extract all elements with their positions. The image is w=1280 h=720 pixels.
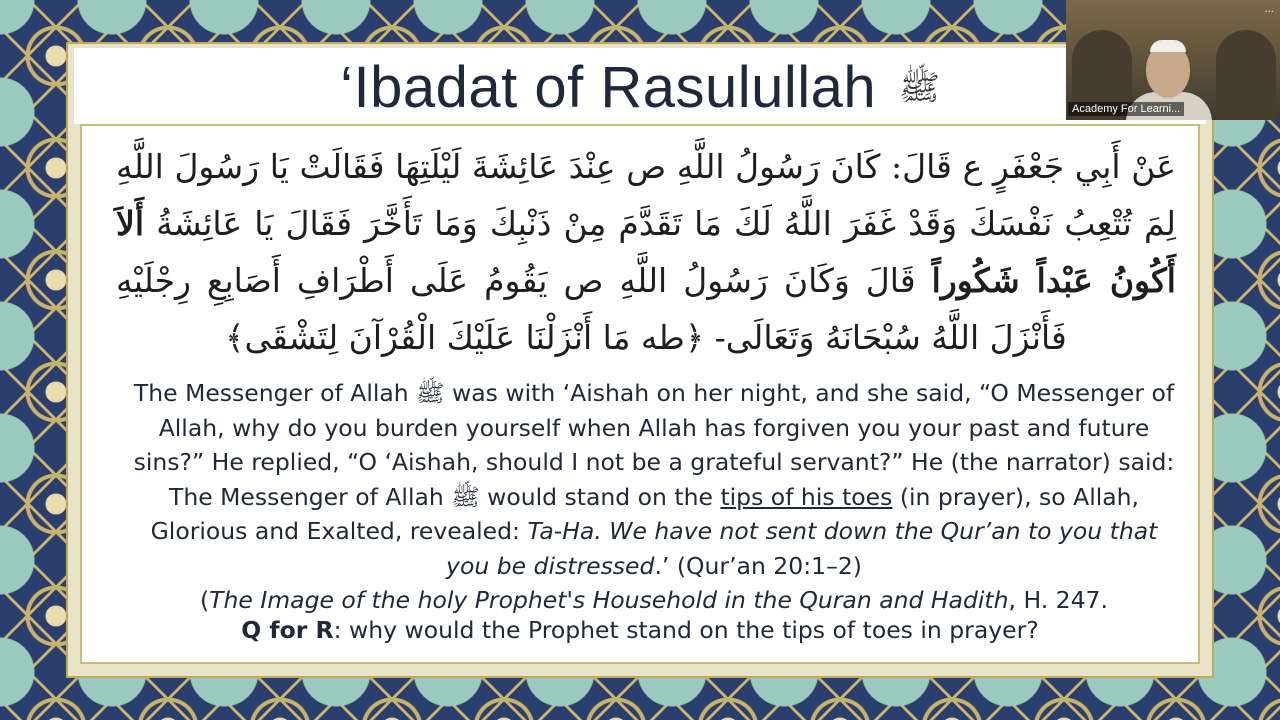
arabic-line-5: اللَّهُ سُبْحَانَهُ وَتَعَالَى- ﴿طه مَا أَنْزَلْنَا عَلَيْكَ الْقُرْآنَ لِتَشْقَى﴾: [225, 318, 980, 357]
translation-underlined: tips of his toes: [720, 482, 893, 511]
arabic-hadith-text: [116, 138, 1176, 366]
arabic-line-4: قَالَ وَكَانَ رَسُولُ اللَّهِ ص يَقُومُ عَلَى أَطْرَافِ أَصَابِعِ رِجْلَيْهِ فَأَنْزَلَ: [116, 261, 1067, 357]
english-translation: [132, 376, 1176, 618]
content-panel: [80, 124, 1200, 664]
source-open-paren: (: [200, 586, 210, 614]
question-text: : why would the Prophet stand on the tips of toes in prayer?: [333, 616, 1039, 644]
quran-quote-italic: Ta-Ha. We have not sent down the Qur’an to you that you be distressed: [446, 517, 1158, 580]
video-tile-menu-icon[interactable]: ...: [1264, 4, 1274, 15]
source-title-italic: The Image of the holy Prophet's Household in the Quran and Hadith: [209, 586, 1009, 614]
arabic-line-3-bold: أَلاَ أَكُونُ عَبْداً شَكُوراً: [116, 204, 1176, 300]
translation-part-3: .’ (Qur’an 20:1–2): [654, 551, 862, 580]
slide-title-text: ‘Ibadat of Rasulullah: [340, 55, 877, 120]
participant-video-tile[interactable]: [1066, 0, 1280, 120]
translation-part-1: The Messenger of Allah ﷺ was with ‘Aishah on her night, and she said, “O Messenger of Allah, why do you burden yourself when Allah has forgiven you your past and future sins?” He replied, “O ‘Aishah, should I not be a grateful servant?” He (the narrator) said: The Messenger of Allah ﷺ would stand on the: [133, 379, 1175, 511]
honorific-glyph: ﷺ: [898, 69, 940, 108]
reflection-question: [82, 616, 1198, 644]
slide-title: [74, 54, 1206, 121]
background-arch-right: [1216, 30, 1276, 120]
source-reference: , H. 247.: [1008, 586, 1108, 614]
participant-cap: [1150, 40, 1186, 52]
arabic-line-2: تُتْعِبُ نَفْسَكَ وَقَدْ غَفَرَ اللَّهُ لَكَ مَا تَقَدَّمَ مِنْ ذَنْبِكَ وَمَا تَأَخَّرَ فَقَالَ يَا عَائِشَةُ: [156, 204, 1132, 243]
title-bar: [74, 48, 1206, 124]
participant-name-label: Academy For Learni...: [1068, 102, 1184, 116]
question-label: Q for R: [241, 616, 334, 644]
arabic-line-1: عَنْ أَبِي جَعْفَرٍ ع قَالَ: كَانَ رَسُولُ اللَّهِ ص عِنْدَ عَائِشَةَ لَيْلَتِهَا فَقَالَتْ يَا رَسُولَ اللَّهِ لِمَ: [116, 147, 1176, 243]
translation-part-2: (in prayer), so Allah, Glorious and Exalted, revealed:: [150, 482, 1140, 545]
